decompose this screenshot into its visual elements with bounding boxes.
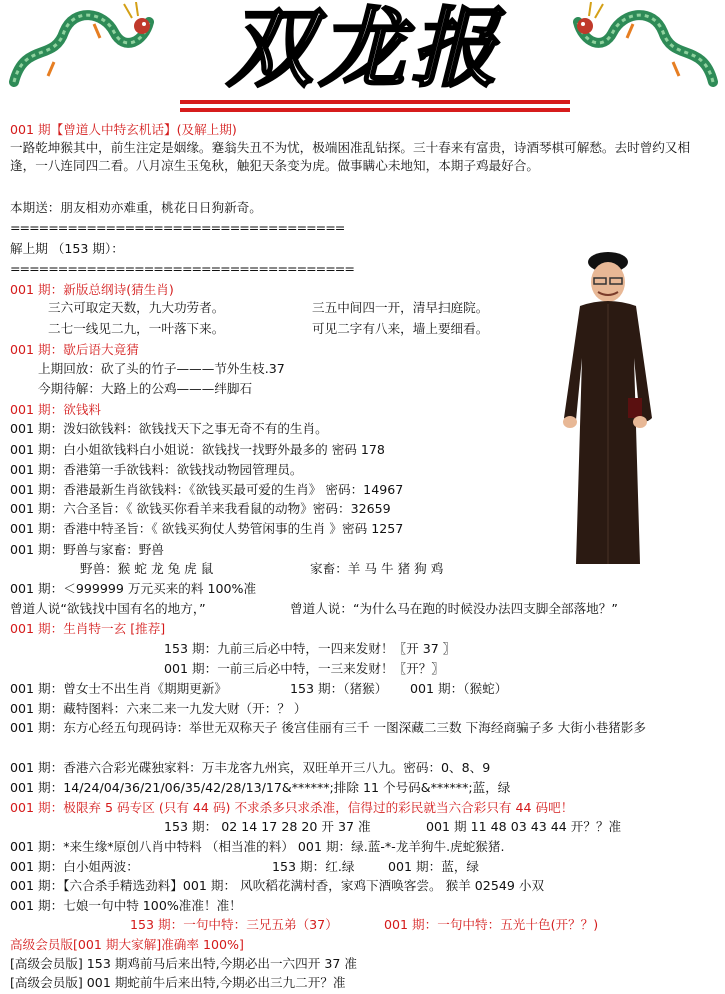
zodiac-line-3a: 001 期：曾女士不出生肖《期期更新》 bbox=[10, 681, 227, 696]
poem-line-2b: 可见二字有八来，墙上要细看。 bbox=[312, 321, 489, 336]
zodiac-line-2: 001 期：一前三后必中特，一三来发财！〖开？〗 bbox=[164, 661, 444, 676]
zeng-says-1: 曾道人说“欲钱找中国有名的地方，” bbox=[10, 601, 206, 616]
zodiac-line-3c: 001 期：（猴蛇） bbox=[410, 681, 508, 696]
solve-previous: 解上期 （153 期）： bbox=[10, 241, 124, 256]
beasts-list: 野兽：猴 蛇 龙 兔 虎 鼠 bbox=[80, 561, 214, 576]
section-heading-money: 001 期：欲钱料 bbox=[10, 402, 102, 417]
red-rule-top bbox=[180, 100, 570, 104]
xuanji-paragraph: 一路乾坤猴其中，前生注定是姻缘。蹇翁失丑不为忧，极端困准乱钻探。三十春来有富贵，诗酒琴棋可解愁。去时曾约又相逢，一八连同四二看。八月凉生玉兔秋，触犯天条变为虎。做事瞒心未地知，本期子鸡最好合。 bbox=[10, 140, 691, 173]
section-heading-zodiac: 001 期：生肖特一玄 [推荐] bbox=[10, 621, 166, 636]
money-line-4: 001 期：香港最新生肖欲钱料：《欲钱买最可爱的生肖》 密码：14967 bbox=[10, 482, 404, 497]
zodiac-line-6: 001 期：香港六合彩光碟独家料：万丰龙客九州宾，双旺单开三八九。密码：0、8、9 bbox=[10, 760, 491, 775]
poem-line-1b: 三五中间四一开，清早扫庭院。 bbox=[312, 300, 489, 315]
zodiac-line-9a: 153 期： 02 14 17 28 20 开 37 准 bbox=[164, 819, 371, 834]
section-heading-poem: 001 期：新版总纲诗(猜生肖) bbox=[10, 282, 174, 297]
separator-2: ==================================== bbox=[10, 261, 354, 276]
zodiac-line-9b: 001 期 11 48 03 43 44 开？？准 bbox=[426, 819, 622, 834]
money-line-6: 001 期：香港中特圣旨：《 欲钱买狗仗人势管闲事的生肖 》密码 1257 bbox=[10, 521, 404, 536]
zeng-says-2: 曾道人说：“为什么马在跑的时候没办法四支脚全部落地？” bbox=[290, 601, 618, 616]
zodiac-line-1: 153 期：九前三后必中特，一四来发财！〖开 37 〗 bbox=[164, 641, 456, 656]
money-line-3: 001 期：香港第一手欲钱料：欲钱找动物园管理员。 bbox=[10, 462, 303, 477]
zodiac-line-12: 001 期：【六合杀手精选劲料】001 期： 风吹稻花满村香，家鸡下酒唤客尝。 猴羊 02549 小双 bbox=[10, 878, 545, 893]
vip-line-2: [高级会员版] 001 期蛇前牛后来出特,今期必出三九二开？准 bbox=[10, 975, 346, 990]
poem-line-2a: 二七一线见二九，一叶落下来。 bbox=[48, 321, 225, 336]
newspaper-title: 双龙报 bbox=[227, 0, 503, 99]
money-line-7: 001 期：野兽与家畜：野兽 bbox=[10, 542, 164, 557]
dragon-left-icon bbox=[4, 2, 154, 98]
zodiac-line-14a: 153 期：一句中特：三兄五弟（37） bbox=[130, 917, 338, 932]
money-line-9: 001 期：＜999999 万元买来的料 100%准 bbox=[10, 581, 257, 596]
zodiac-line-11b: 153 期：红.绿 bbox=[272, 859, 355, 874]
zodiac-line-5: 001 期：东方心经五句现码诗：举世无双称天子 後宫佳丽有三千 一图深藏二三数 下海经商骗子多 大街小巷猪影多 bbox=[10, 720, 646, 735]
section-heading-riddle: 001 期：歇后语大竟猜 bbox=[10, 342, 139, 357]
man-in-robe-icon bbox=[550, 248, 660, 568]
money-line-2: 001 期：白小姐欲钱料白小姐说：欲钱找一找野外最多的 密码 178 bbox=[10, 442, 385, 457]
zodiac-line-7: 001 期：14/24/04/36/21/06/35/42/28/13/17&******;排除 11 个号码&******;蓝，绿 bbox=[10, 780, 511, 795]
zodiac-line-13: 001 期：七娘一句中特 100%准准！准！ bbox=[10, 898, 242, 913]
riddle-line-1: 上期回放：砍了头的竹子———节外生枝.37 bbox=[38, 361, 285, 376]
riddle-line-2: 今期待解：大路上的公鸡———绊脚石 bbox=[38, 381, 253, 396]
zodiac-line-11c: 001 期：蓝，绿 bbox=[388, 859, 480, 874]
money-line-5: 001 期：六合圣旨：《 欲钱买你看羊来我看鼠的动物》密码：32659 bbox=[10, 501, 391, 516]
zodiac-line-4: 001 期：藏特图料：六来二来一九发大财（开：？ ） bbox=[10, 701, 307, 716]
zodiac-line-3b: 153 期：（猪猴） bbox=[290, 681, 388, 696]
zodiac-line-8: 001 期：极限弃 5 码专区 (只有 44 码) 不求杀多只求杀准，信得过的彩民就当六合彩只有 44 码吧！ bbox=[10, 800, 574, 815]
red-rule-bottom bbox=[180, 108, 570, 112]
money-line-1: 001 期：泼妇欲钱料：欲钱找天下之事无奇不有的生肖。 bbox=[10, 421, 328, 436]
send-line: 本期送：朋友相劝亦难重，桃花日日狗新奇。 bbox=[10, 200, 262, 215]
dragon-right-icon bbox=[573, 2, 723, 98]
zodiac-line-11a: 001 期：白小姐两波： bbox=[10, 859, 139, 874]
zodiac-line-14b: 001 期：一句中特：五光十色(开？？) bbox=[384, 917, 599, 932]
separator-1: =================================== bbox=[10, 220, 345, 235]
section-heading-xuanji: 001 期【曾道人中特玄机话】(及解上期) bbox=[10, 122, 237, 137]
vip-line-1: [高级会员版] 153 期鸡前马后来出特,今期必出一六四开 37 准 bbox=[10, 956, 357, 971]
masthead bbox=[0, 0, 725, 118]
poem-line-1a: 三六可取定天数，九大功劳者。 bbox=[48, 300, 225, 315]
livestock-list: 家畜：羊 马 牛 猪 狗 鸡 bbox=[310, 561, 444, 576]
section-heading-vip: 高级会员版[001 期大家解]准确率 100%] bbox=[10, 937, 244, 952]
zodiac-line-10: 001 期：*来生缘*原创八肖中特料 （相当准的料） 001 期：绿.蓝-*-龙羊狗牛.虎蛇猴猪. bbox=[10, 839, 505, 854]
